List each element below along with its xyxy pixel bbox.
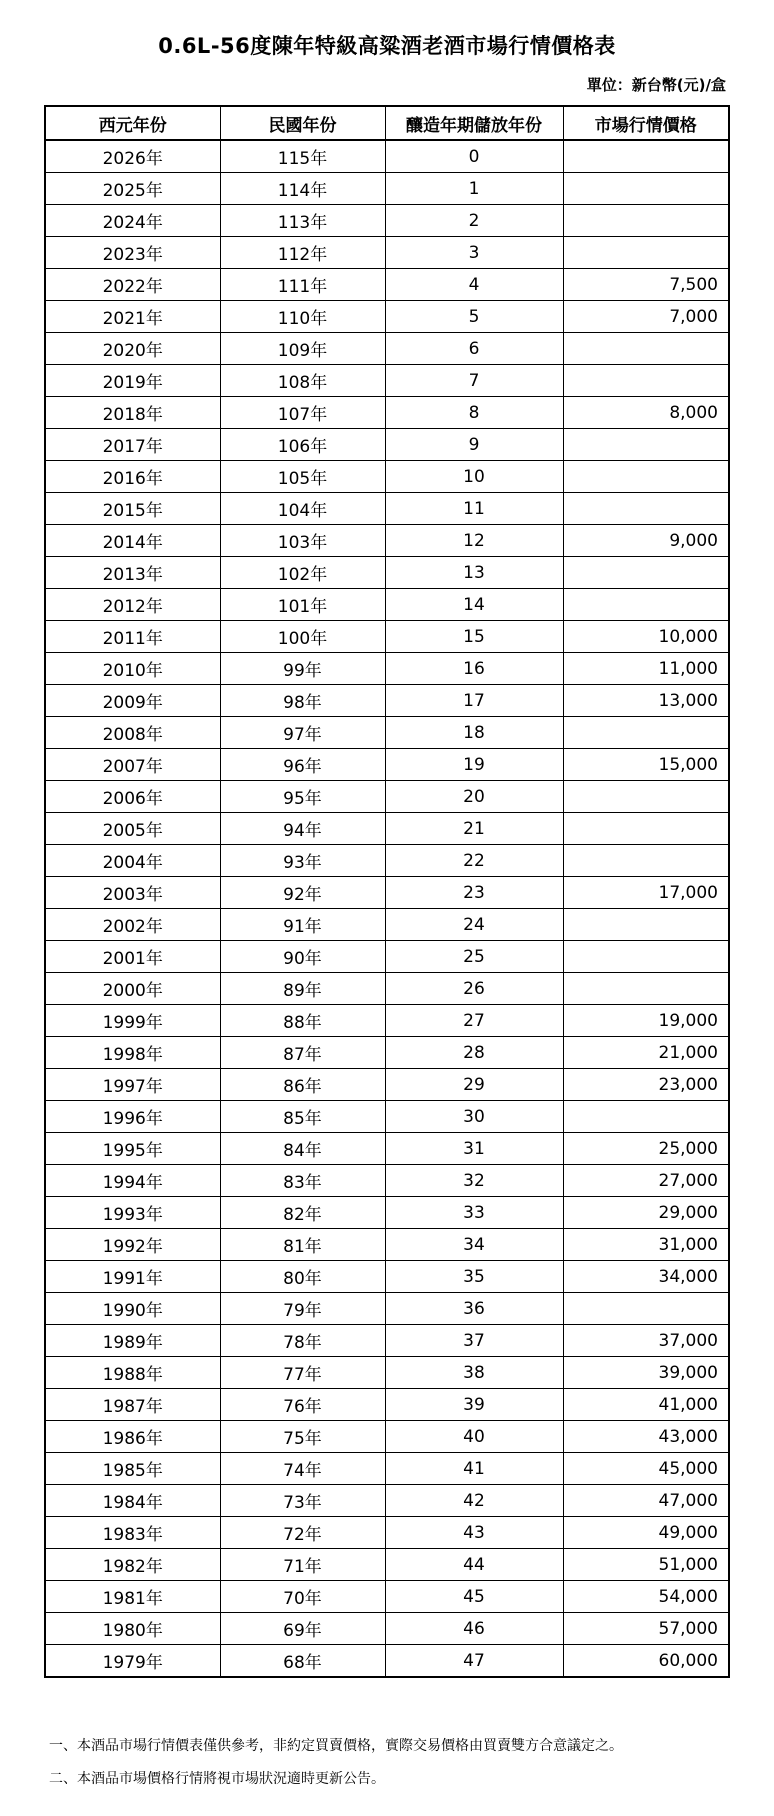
cell-aging-years: 37	[385, 1325, 563, 1357]
cell-aging-years: 3	[385, 237, 563, 269]
cell-roc-year: 85年	[220, 1101, 385, 1133]
cell-western-year: 1990年	[45, 1293, 220, 1325]
cell-roc-year: 72年	[220, 1517, 385, 1549]
table-row	[45, 1389, 729, 1421]
cell-market-price	[563, 1101, 729, 1133]
cell-aging-years: 17	[385, 685, 563, 717]
cell-western-year: 2019年	[45, 365, 220, 397]
table-row	[45, 525, 729, 557]
cell-aging-years: 26	[385, 973, 563, 1005]
cell-western-year: 2005年	[45, 813, 220, 845]
table-row	[45, 909, 729, 941]
table-row	[45, 301, 729, 333]
cell-market-price	[563, 1293, 729, 1325]
cell-roc-year: 109年	[220, 333, 385, 365]
cell-roc-year: 106年	[220, 429, 385, 461]
table-row	[45, 941, 729, 973]
cell-roc-year: 111年	[220, 269, 385, 301]
cell-roc-year: 80年	[220, 1261, 385, 1293]
cell-roc-year: 92年	[220, 877, 385, 909]
table-row	[45, 493, 729, 525]
cell-roc-year: 91年	[220, 909, 385, 941]
cell-western-year: 1981年	[45, 1581, 220, 1613]
cell-western-year: 1984年	[45, 1485, 220, 1517]
cell-market-price: 43,000	[563, 1421, 729, 1453]
cell-roc-year: 79年	[220, 1293, 385, 1325]
cell-western-year: 2002年	[45, 909, 220, 941]
column-header-western-year: 西元年份	[45, 106, 220, 140]
cell-roc-year: 114年	[220, 173, 385, 205]
cell-aging-years: 34	[385, 1229, 563, 1261]
cell-aging-years: 4	[385, 269, 563, 301]
cell-roc-year: 77年	[220, 1357, 385, 1389]
cell-market-price: 37,000	[563, 1325, 729, 1357]
table-row	[45, 845, 729, 877]
cell-market-price	[563, 909, 729, 941]
cell-roc-year: 74年	[220, 1453, 385, 1485]
cell-western-year: 1993年	[45, 1197, 220, 1229]
cell-roc-year: 94年	[220, 813, 385, 845]
table-row	[45, 1613, 729, 1645]
cell-aging-years: 40	[385, 1421, 563, 1453]
cell-roc-year: 107年	[220, 397, 385, 429]
cell-aging-years: 8	[385, 397, 563, 429]
cell-western-year: 2023年	[45, 237, 220, 269]
cell-western-year: 1992年	[45, 1229, 220, 1261]
cell-aging-years: 10	[385, 461, 563, 493]
cell-aging-years: 32	[385, 1165, 563, 1197]
cell-market-price: 21,000	[563, 1037, 729, 1069]
table-row	[45, 813, 729, 845]
table-row	[45, 749, 729, 781]
cell-western-year: 2006年	[45, 781, 220, 813]
cell-aging-years: 45	[385, 1581, 563, 1613]
cell-aging-years: 0	[385, 140, 563, 173]
cell-western-year: 2000年	[45, 973, 220, 1005]
cell-aging-years: 21	[385, 813, 563, 845]
cell-roc-year: 76年	[220, 1389, 385, 1421]
cell-roc-year: 88年	[220, 1005, 385, 1037]
cell-market-price	[563, 813, 729, 845]
cell-aging-years: 35	[385, 1261, 563, 1293]
cell-market-price	[563, 717, 729, 749]
cell-market-price: 17,000	[563, 877, 729, 909]
cell-aging-years: 41	[385, 1453, 563, 1485]
cell-market-price: 7,500	[563, 269, 729, 301]
table-row	[45, 781, 729, 813]
note-item: 一、本酒品市場行情價表僅供參考，非約定買賣價格，實際交易價格由買賣雙方合意議定之。	[49, 1738, 623, 1754]
cell-roc-year: 115年	[220, 140, 385, 173]
cell-western-year: 1998年	[45, 1037, 220, 1069]
cell-roc-year: 93年	[220, 845, 385, 877]
table-row	[45, 1485, 729, 1517]
cell-western-year: 2025年	[45, 173, 220, 205]
cell-roc-year: 95年	[220, 781, 385, 813]
cell-western-year: 1985年	[45, 1453, 220, 1485]
cell-western-year: 1997年	[45, 1069, 220, 1101]
cell-market-price: 31,000	[563, 1229, 729, 1261]
table-row	[45, 205, 729, 237]
cell-aging-years: 44	[385, 1549, 563, 1581]
cell-western-year: 1983年	[45, 1517, 220, 1549]
table-row	[45, 237, 729, 269]
cell-aging-years: 29	[385, 1069, 563, 1101]
cell-market-price: 11,000	[563, 653, 729, 685]
cell-western-year: 2011年	[45, 621, 220, 653]
cell-western-year: 2003年	[45, 877, 220, 909]
table-row	[45, 1165, 729, 1197]
cell-aging-years: 47	[385, 1645, 563, 1678]
cell-aging-years: 28	[385, 1037, 563, 1069]
page-title: 0.6L-56度陳年特級高粱酒老酒市場行情價格表	[158, 34, 616, 58]
cell-market-price	[563, 941, 729, 973]
table-row	[45, 653, 729, 685]
cell-western-year: 2007年	[45, 749, 220, 781]
cell-western-year: 2014年	[45, 525, 220, 557]
cell-roc-year: 101年	[220, 589, 385, 621]
cell-aging-years: 22	[385, 845, 563, 877]
table-row	[45, 1197, 729, 1229]
cell-market-price: 10,000	[563, 621, 729, 653]
cell-western-year: 2015年	[45, 493, 220, 525]
cell-market-price	[563, 140, 729, 173]
cell-roc-year: 99年	[220, 653, 385, 685]
cell-roc-year: 113年	[220, 205, 385, 237]
cell-market-price: 45,000	[563, 1453, 729, 1485]
cell-roc-year: 102年	[220, 557, 385, 589]
cell-aging-years: 19	[385, 749, 563, 781]
table-row	[45, 877, 729, 909]
cell-aging-years: 30	[385, 1101, 563, 1133]
cell-market-price: 39,000	[563, 1357, 729, 1389]
cell-market-price	[563, 461, 729, 493]
cell-market-price: 57,000	[563, 1613, 729, 1645]
cell-western-year: 2017年	[45, 429, 220, 461]
cell-market-price	[563, 589, 729, 621]
cell-aging-years: 23	[385, 877, 563, 909]
table-row	[45, 1645, 729, 1678]
price-table	[44, 105, 730, 1678]
table-row	[45, 1069, 729, 1101]
cell-roc-year: 97年	[220, 717, 385, 749]
cell-market-price: 41,000	[563, 1389, 729, 1421]
table-row	[45, 589, 729, 621]
cell-western-year: 2013年	[45, 557, 220, 589]
cell-market-price	[563, 429, 729, 461]
cell-western-year: 1980年	[45, 1613, 220, 1645]
cell-aging-years: 16	[385, 653, 563, 685]
cell-market-price: 54,000	[563, 1581, 729, 1613]
cell-market-price	[563, 173, 729, 205]
cell-roc-year: 75年	[220, 1421, 385, 1453]
cell-market-price: 47,000	[563, 1485, 729, 1517]
cell-aging-years: 15	[385, 621, 563, 653]
cell-western-year: 1988年	[45, 1357, 220, 1389]
cell-aging-years: 7	[385, 365, 563, 397]
table-row	[45, 1325, 729, 1357]
cell-western-year: 2021年	[45, 301, 220, 333]
cell-roc-year: 98年	[220, 685, 385, 717]
cell-roc-year: 87年	[220, 1037, 385, 1069]
cell-western-year: 1991年	[45, 1261, 220, 1293]
note-item: 二、本酒品市場價格行情將視市場狀況適時更新公告。	[49, 1771, 385, 1787]
cell-roc-year: 70年	[220, 1581, 385, 1613]
table-row	[45, 1101, 729, 1133]
cell-western-year: 2016年	[45, 461, 220, 493]
cell-western-year: 2012年	[45, 589, 220, 621]
cell-aging-years: 46	[385, 1613, 563, 1645]
cell-aging-years: 1	[385, 173, 563, 205]
table-row	[45, 140, 729, 173]
cell-western-year: 2020年	[45, 333, 220, 365]
table-row	[45, 269, 729, 301]
table-row	[45, 1453, 729, 1485]
cell-roc-year: 81年	[220, 1229, 385, 1261]
cell-western-year: 2009年	[45, 685, 220, 717]
cell-market-price	[563, 781, 729, 813]
cell-western-year: 1994年	[45, 1165, 220, 1197]
cell-western-year: 1996年	[45, 1101, 220, 1133]
table-row	[45, 1517, 729, 1549]
cell-roc-year: 68年	[220, 1645, 385, 1678]
cell-western-year: 2022年	[45, 269, 220, 301]
cell-aging-years: 33	[385, 1197, 563, 1229]
cell-western-year: 2001年	[45, 941, 220, 973]
cell-western-year: 1999年	[45, 1005, 220, 1037]
table-row	[45, 397, 729, 429]
table-row	[45, 717, 729, 749]
cell-western-year: 2004年	[45, 845, 220, 877]
table-row	[45, 1005, 729, 1037]
cell-aging-years: 39	[385, 1389, 563, 1421]
cell-aging-years: 12	[385, 525, 563, 557]
cell-western-year: 1979年	[45, 1645, 220, 1678]
cell-market-price: 8,000	[563, 397, 729, 429]
cell-market-price: 9,000	[563, 525, 729, 557]
cell-aging-years: 31	[385, 1133, 563, 1165]
cell-aging-years: 14	[385, 589, 563, 621]
cell-western-year: 1989年	[45, 1325, 220, 1357]
table-row	[45, 1037, 729, 1069]
cell-aging-years: 13	[385, 557, 563, 589]
table-row	[45, 557, 729, 589]
cell-western-year: 2008年	[45, 717, 220, 749]
cell-aging-years: 38	[385, 1357, 563, 1389]
cell-roc-year: 105年	[220, 461, 385, 493]
notes	[49, 1730, 623, 1796]
cell-market-price: 7,000	[563, 301, 729, 333]
cell-aging-years: 6	[385, 333, 563, 365]
column-header-roc-year: 民國年份	[220, 106, 385, 140]
cell-western-year: 1986年	[45, 1421, 220, 1453]
cell-aging-years: 20	[385, 781, 563, 813]
cell-western-year: 1982年	[45, 1549, 220, 1581]
cell-market-price: 25,000	[563, 1133, 729, 1165]
table-row	[45, 1229, 729, 1261]
table-row	[45, 461, 729, 493]
cell-roc-year: 71年	[220, 1549, 385, 1581]
table-body	[45, 140, 729, 1677]
column-header-market-price: 市場行情價格	[563, 106, 729, 140]
table-row	[45, 685, 729, 717]
cell-western-year: 1995年	[45, 1133, 220, 1165]
cell-roc-year: 104年	[220, 493, 385, 525]
cell-market-price: 51,000	[563, 1549, 729, 1581]
cell-roc-year: 78年	[220, 1325, 385, 1357]
cell-roc-year: 89年	[220, 973, 385, 1005]
cell-market-price: 29,000	[563, 1197, 729, 1229]
cell-western-year: 1987年	[45, 1389, 220, 1421]
table-header-row	[45, 106, 729, 140]
cell-aging-years: 18	[385, 717, 563, 749]
table-row	[45, 1421, 729, 1453]
cell-market-price	[563, 973, 729, 1005]
cell-market-price: 23,000	[563, 1069, 729, 1101]
table-row	[45, 1357, 729, 1389]
cell-market-price: 15,000	[563, 749, 729, 781]
table-row	[45, 1549, 729, 1581]
cell-aging-years: 2	[385, 205, 563, 237]
cell-roc-year: 108年	[220, 365, 385, 397]
cell-market-price: 49,000	[563, 1517, 729, 1549]
cell-aging-years: 11	[385, 493, 563, 525]
table-row	[45, 429, 729, 461]
table-row	[45, 1261, 729, 1293]
cell-western-year: 2018年	[45, 397, 220, 429]
cell-aging-years: 42	[385, 1485, 563, 1517]
cell-market-price: 27,000	[563, 1165, 729, 1197]
cell-market-price	[563, 845, 729, 877]
cell-western-year: 2010年	[45, 653, 220, 685]
cell-market-price	[563, 493, 729, 525]
cell-aging-years: 9	[385, 429, 563, 461]
cell-market-price: 19,000	[563, 1005, 729, 1037]
cell-aging-years: 43	[385, 1517, 563, 1549]
cell-roc-year: 73年	[220, 1485, 385, 1517]
cell-market-price: 34,000	[563, 1261, 729, 1293]
cell-roc-year: 112年	[220, 237, 385, 269]
table-row	[45, 621, 729, 653]
table-row	[45, 1133, 729, 1165]
cell-roc-year: 82年	[220, 1197, 385, 1229]
cell-roc-year: 100年	[220, 621, 385, 653]
column-header-aging-years: 釀造年期儲放年份	[385, 106, 563, 140]
cell-western-year: 2026年	[45, 140, 220, 173]
cell-roc-year: 103年	[220, 525, 385, 557]
cell-aging-years: 25	[385, 941, 563, 973]
cell-market-price: 13,000	[563, 685, 729, 717]
currency-unit-label: 單位：新台幣(元)/盒	[586, 76, 726, 94]
cell-market-price	[563, 557, 729, 589]
cell-aging-years: 27	[385, 1005, 563, 1037]
cell-roc-year: 69年	[220, 1613, 385, 1645]
cell-aging-years: 24	[385, 909, 563, 941]
cell-aging-years: 36	[385, 1293, 563, 1325]
cell-market-price	[563, 333, 729, 365]
cell-western-year: 2024年	[45, 205, 220, 237]
cell-market-price: 60,000	[563, 1645, 729, 1678]
cell-roc-year: 96年	[220, 749, 385, 781]
table-row	[45, 1293, 729, 1325]
cell-roc-year: 83年	[220, 1165, 385, 1197]
cell-roc-year: 84年	[220, 1133, 385, 1165]
table-row	[45, 173, 729, 205]
table-row	[45, 365, 729, 397]
cell-market-price	[563, 205, 729, 237]
table-row	[45, 973, 729, 1005]
table-row	[45, 333, 729, 365]
cell-market-price	[563, 237, 729, 269]
cell-roc-year: 86年	[220, 1069, 385, 1101]
cell-roc-year: 90年	[220, 941, 385, 973]
table-row	[45, 1581, 729, 1613]
cell-roc-year: 110年	[220, 301, 385, 333]
cell-market-price	[563, 365, 729, 397]
cell-aging-years: 5	[385, 301, 563, 333]
